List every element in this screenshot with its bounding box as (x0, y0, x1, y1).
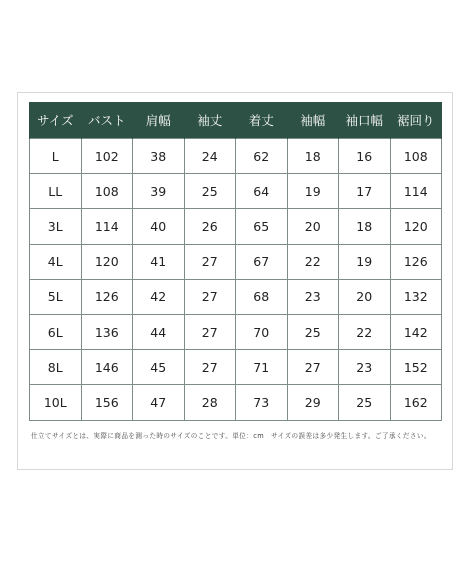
table-cell: 39 (133, 174, 185, 209)
table-cell: 5L (30, 279, 82, 314)
table-cell: 42 (133, 279, 185, 314)
table-cell: 70 (236, 314, 288, 349)
table-cell: 126 (390, 244, 442, 279)
table-cell: 114 (390, 174, 442, 209)
table-cell: 25 (287, 314, 339, 349)
table-cell: 22 (339, 314, 391, 349)
header-sleeve-width: 袖幅 (287, 102, 339, 139)
table-cell: 27 (184, 314, 236, 349)
table-cell: 152 (390, 350, 442, 385)
table-cell: 26 (184, 209, 236, 244)
header-bust: バスト (81, 102, 133, 139)
table-row (30, 244, 442, 279)
table-cell: 38 (133, 139, 185, 174)
table-cell: 4L (30, 244, 82, 279)
table-header-row (30, 102, 442, 139)
table-row (30, 209, 442, 244)
table-cell: 18 (339, 209, 391, 244)
header-cuff-width: 袖口幅 (339, 102, 391, 139)
size-note: 仕立てサイズとは、実際に商品を測った時のサイズのことです。単位：cm サイズの誤差は多少発生します。ご了承ください。 (31, 432, 431, 440)
table-cell: 17 (339, 174, 391, 209)
table-row (30, 385, 442, 420)
table-cell: 18 (287, 139, 339, 174)
table-cell: 67 (236, 244, 288, 279)
table-cell: 29 (287, 385, 339, 420)
table-cell: 73 (236, 385, 288, 420)
table-cell: 162 (390, 385, 442, 420)
table-row (30, 139, 442, 174)
size-table (29, 102, 442, 421)
table-cell: 62 (236, 139, 288, 174)
table-cell: 16 (339, 139, 391, 174)
table-row (30, 279, 442, 314)
table-cell: 120 (81, 244, 133, 279)
table-cell: 25 (184, 174, 236, 209)
header-sleeve-length: 袖丈 (184, 102, 236, 139)
table-cell: 65 (236, 209, 288, 244)
table-cell: 120 (390, 209, 442, 244)
table-cell: 44 (133, 314, 185, 349)
table-cell: 102 (81, 139, 133, 174)
table-cell: 108 (390, 139, 442, 174)
table-cell: 6L (30, 314, 82, 349)
table-cell: 68 (236, 279, 288, 314)
table-cell: 10L (30, 385, 82, 420)
table-cell: 19 (339, 244, 391, 279)
header-shoulder-width: 肩幅 (133, 102, 185, 139)
header-size: サイズ (30, 102, 82, 139)
table-cell: 142 (390, 314, 442, 349)
table-row (30, 174, 442, 209)
table-cell: 71 (236, 350, 288, 385)
table-cell: 108 (81, 174, 133, 209)
table-cell: L (30, 139, 82, 174)
table-cell: 8L (30, 350, 82, 385)
table-cell: LL (30, 174, 82, 209)
table-cell: 27 (184, 244, 236, 279)
table-cell: 27 (184, 350, 236, 385)
table-cell: 23 (339, 350, 391, 385)
table-cell: 23 (287, 279, 339, 314)
table-cell: 40 (133, 209, 185, 244)
table-cell: 41 (133, 244, 185, 279)
table-cell: 19 (287, 174, 339, 209)
table-cell: 47 (133, 385, 185, 420)
table-cell: 20 (287, 209, 339, 244)
table-cell: 136 (81, 314, 133, 349)
table-cell: 27 (184, 279, 236, 314)
table-cell: 126 (81, 279, 133, 314)
table-cell: 20 (339, 279, 391, 314)
table-cell: 24 (184, 139, 236, 174)
table-cell: 27 (287, 350, 339, 385)
table-cell: 25 (339, 385, 391, 420)
header-hem-circumference: 裾回り (390, 102, 442, 139)
table-cell: 22 (287, 244, 339, 279)
table-cell: 146 (81, 350, 133, 385)
table-cell: 3L (30, 209, 82, 244)
table-cell: 156 (81, 385, 133, 420)
table-cell: 114 (81, 209, 133, 244)
table-cell: 132 (390, 279, 442, 314)
table-row (30, 350, 442, 385)
table-cell: 28 (184, 385, 236, 420)
table-cell: 45 (133, 350, 185, 385)
table-cell: 64 (236, 174, 288, 209)
header-body-length: 着丈 (236, 102, 288, 139)
table-row (30, 314, 442, 349)
